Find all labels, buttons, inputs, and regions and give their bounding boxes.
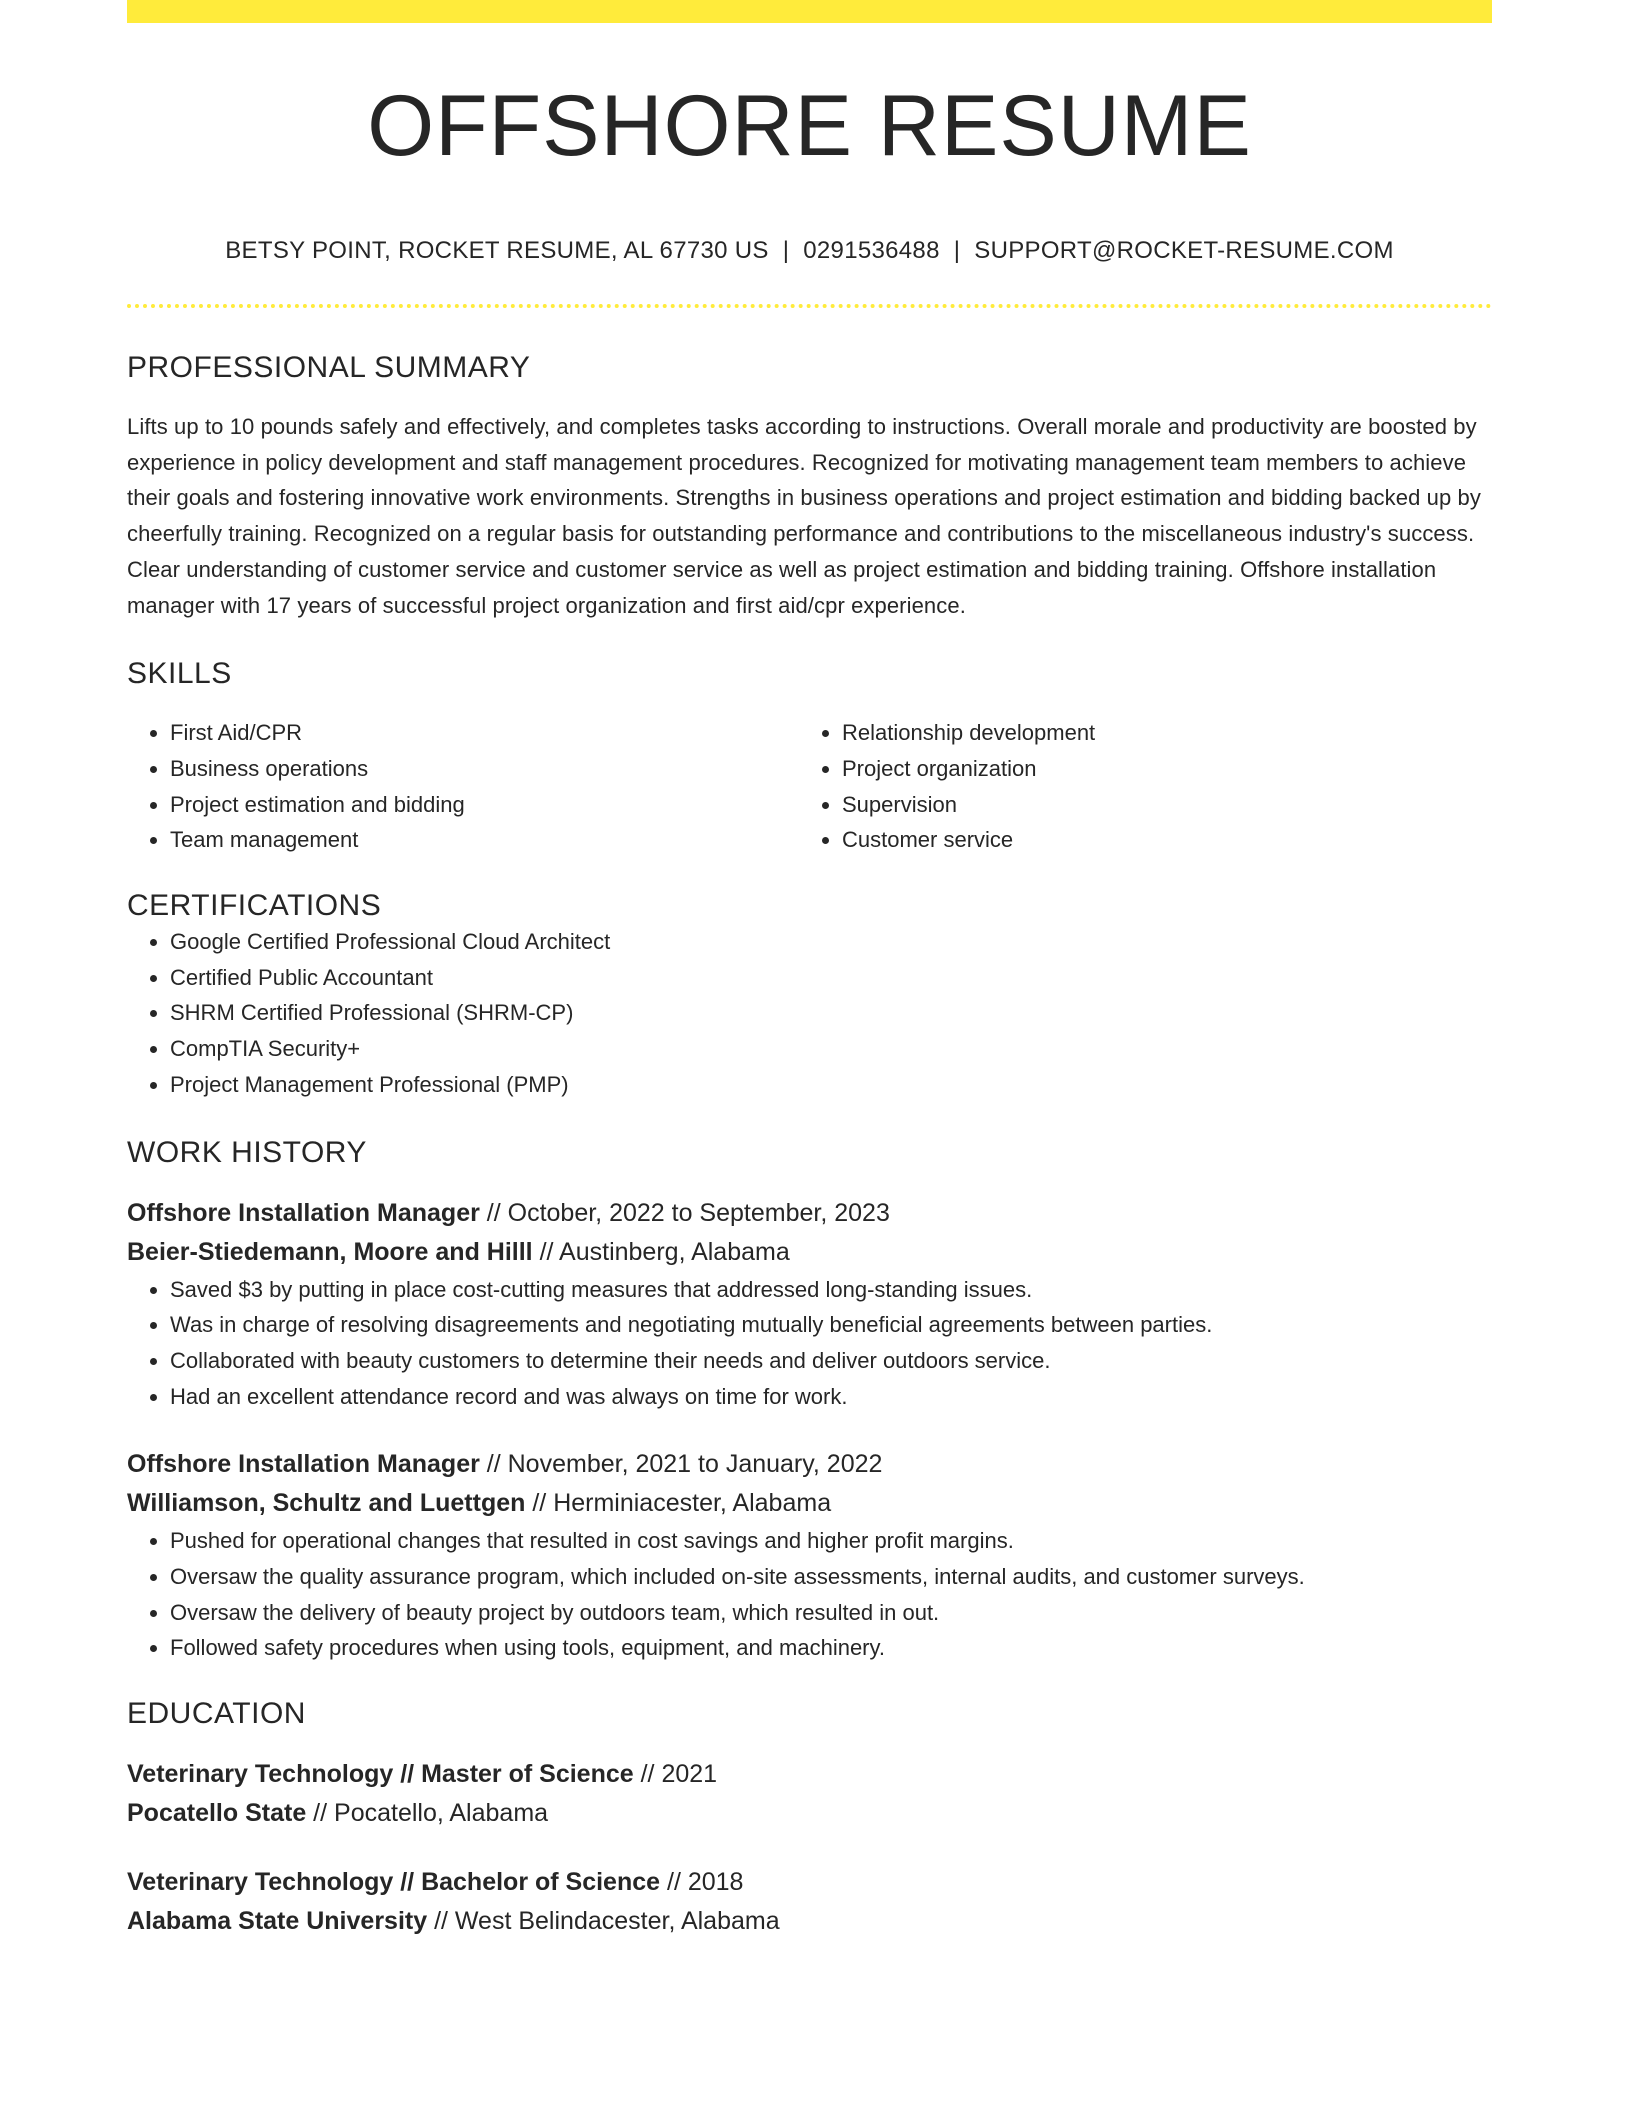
job-dates: // October, 2022 to September, 2023 [479, 1198, 890, 1227]
contact-phone: 0291536488 [803, 237, 940, 264]
job-company: Williamson, Schultz and Luettgen [127, 1489, 526, 1518]
skill-item: • Customer service [842, 822, 1471, 858]
job-location: // Herminiacester, Alabama [525, 1489, 832, 1518]
job-duty-item: • Had an excellent attendance record and was always on time for work. [170, 1379, 1492, 1415]
resume-title: OFFSHORE RESUME [367, 78, 1252, 174]
skill-item: • Supervision [842, 787, 1471, 823]
education-degree: Veterinary Technology // Bachelor of Science [127, 1868, 661, 1897]
job-title-line [127, 1194, 1492, 1233]
resume-page [127, 0, 1492, 1941]
job-location: // Austinberg, Alabama [532, 1237, 790, 1266]
education-school-line [127, 1902, 1492, 1941]
skills-grid [127, 715, 1492, 858]
accent-top-bar [127, 0, 1492, 23]
education-degree-line [127, 1755, 1492, 1794]
education-school: Pocatello State [127, 1799, 307, 1828]
job-entry-header [127, 1445, 1492, 1523]
dotted-divider [127, 304, 1492, 308]
job-duty-item: • Was in charge of resolving disagreements and negotiating mutually beneficial agreements between parties. [170, 1307, 1492, 1343]
education-school: Alabama State University [127, 1907, 428, 1936]
job-duty-item: • Oversaw the quality assurance program, which included on-site assessments, internal audits, and customer surveys. [170, 1559, 1492, 1595]
job-duties-list [127, 1523, 1492, 1666]
contact-separator: | [953, 237, 961, 264]
skills-column-right [799, 715, 1471, 858]
certification-item: • Project Management Professional (PMP) [170, 1067, 1492, 1103]
skill-item: • Team management [170, 822, 799, 858]
job-company: Beier-Stiedemann, Moore and Hilll [127, 1237, 533, 1266]
skill-item: • Project estimation and bidding [170, 787, 799, 823]
job-company-line [127, 1484, 1492, 1523]
skills-heading: SKILLS [127, 657, 232, 691]
job-company-line [127, 1233, 1492, 1272]
skill-item: • First Aid/CPR [170, 715, 799, 751]
job-role: Offshore Installation Manager [127, 1450, 480, 1479]
skill-item: • Relationship development [842, 715, 1471, 751]
education-entry [127, 1755, 1492, 1833]
skill-item: • Project organization [842, 751, 1471, 787]
job-duty-item: • Pushed for operational changes that resulted in cost savings and higher profit margins. [170, 1523, 1492, 1559]
contact-line [127, 236, 1492, 266]
education-degree: Veterinary Technology // Master of Science [127, 1760, 634, 1789]
education-location: // Pocatello, Alabama [306, 1799, 549, 1828]
contact-email: SUPPORT@ROCKET-RESUME.COM [974, 237, 1394, 264]
work-history-heading: WORK HISTORY [127, 1135, 367, 1169]
education-degree-line [127, 1863, 1492, 1902]
certifications-heading: CERTIFICATIONS [127, 889, 382, 923]
education-year: // 2021 [633, 1760, 718, 1789]
certifications-list [127, 924, 1492, 1103]
contact-address: BETSY POINT, ROCKET RESUME, AL 67730 US [225, 237, 769, 264]
job-entry-header [127, 1194, 1492, 1272]
certification-item: • Google Certified Professional Cloud Architect [170, 924, 1492, 960]
education-school-line [127, 1794, 1492, 1833]
job-duties-list [127, 1272, 1492, 1415]
contact-separator: | [782, 237, 790, 264]
skill-item: • Business operations [170, 751, 799, 787]
skills-column-left [127, 715, 799, 858]
job-role: Offshore Installation Manager [127, 1198, 480, 1227]
job-duty-item: • Collaborated with beauty customers to determine their needs and deliver outdoors service. [170, 1343, 1492, 1379]
summary-heading: PROFESSIONAL SUMMARY [127, 351, 531, 384]
job-title-line [127, 1445, 1492, 1484]
certification-item: • CompTIA Security+ [170, 1031, 1492, 1067]
education-location: // West Belindacester, Alabama [427, 1907, 780, 1936]
job-dates: // November, 2021 to January, 2022 [479, 1450, 883, 1479]
education-heading: EDUCATION [127, 1697, 306, 1731]
summary-text: Lifts up to 10 pounds safely and effectively, and completes tasks according to instructions. Overall morale and productivity are boosted by experience in policy development and staff management procedures. Recognized for motivating management team members to achieve their goals and fostering innovative work environments. Strengths in business operations and project estimation and bidding backed up by cheerfully training. Recognized on a regular basis for outstanding performance and contributions to the miscellaneous industry's success. Clear understanding of customer service and customer service as well as project estimation and bidding training. Offshore installation manager with 17 years of successful project organization and first aid/cpr experience. [127, 414, 1481, 618]
certification-item: • Certified Public Accountant [170, 960, 1492, 996]
certification-item: • SHRM Certified Professional (SHRM-CP) [170, 995, 1492, 1031]
job-duty-item: • Followed safety procedures when using tools, equipment, and machinery. [170, 1630, 1492, 1666]
education-entry [127, 1863, 1492, 1941]
job-duty-item: • Saved $3 by putting in place cost-cutting measures that addressed long-standing issues. [170, 1272, 1492, 1308]
education-year: // 2018 [660, 1868, 744, 1897]
job-duty-item: • Oversaw the delivery of beauty project by outdoors team, which resulted in out. [170, 1595, 1492, 1631]
